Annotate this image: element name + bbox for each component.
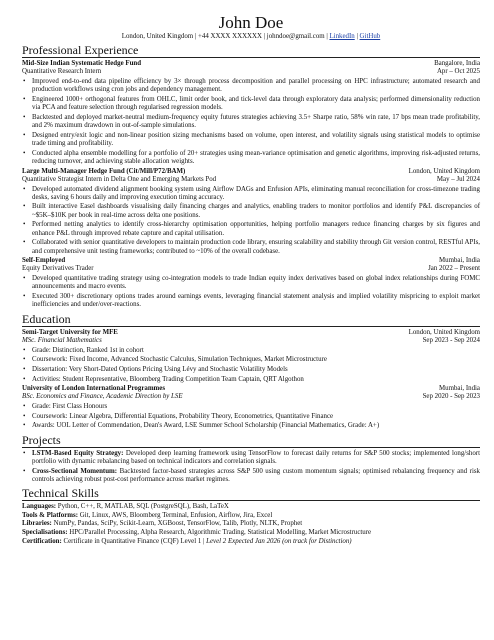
section-divider [22, 500, 480, 501]
job-dates: Apr – Oct 2025 [436, 68, 480, 76]
edu-dates: Sep 2020 - Sep 2023 [422, 393, 480, 401]
list-item: • Dissertation: Very Short-Dated Options Pricing Using Lévy and Stochastic Volatility Models [23, 365, 288, 373]
job-location: Mumbai, India [439, 257, 480, 265]
contact-separator: | [354, 33, 360, 40]
edu-location: Mumbai, India [439, 384, 480, 392]
section-title-projects: Projects [22, 432, 61, 447]
list-item: • Engineered 1000+ orthogonal features from OHLC, limit order book, and tick-level data through exploratory data analysis; performed dimensionality reduction via PCA and feature selection through regularised regression models. [23, 95, 480, 112]
job-role: Quantitative Research Intern [22, 68, 102, 76]
list-item: • Conducted alpha ensemble modelling for a portfolio of 20+ strategies using mean-variance optimisation and genetic algorithms, improving risk-adjusted returns, reducing turnover, and achieving stable allocation weights. [23, 149, 480, 166]
list-item: • Coursework: Linear Algebra, Differential Equations, Probability Theory, Econometrics, Quantitative Finance [23, 412, 334, 420]
list-item: • Collaborated with senior quantitative developers to maintain production code library, ensuring scalability and stability through Git version control, RESTful APIs, and comprehensive unit testing frameworks; contributed to ~10% of the overall codebase. [23, 239, 480, 255]
list-item: • Awards: UOL Letter of Commendation, Dean's Award, LSE Summer School Scholarship (Financial Mathematics, Grade: A+) [23, 422, 380, 430]
list-item: • Improved end-to-end data pipeline efficiency by 3× through process decomposition and parallel processing on HPC infrastructure; automated research and production workflows using cron jobs and dependency management. [23, 77, 480, 94]
list-item: • Designed entry/exit logic and non-linear position sizing mechanisms based on volume, open interest, and volatility signals using statistical models to optimise trade timing and profitability. [23, 131, 480, 148]
list-item: • Backtested and deployed market-neutral medium-frequency equity futures strategies achieving 3.5+ Sharpe ratio, 58% win rate, 17 bps mean trade profitability, and 2% maximum drawdown in out-of-sample simulations. [23, 113, 480, 130]
degree: BSc. Economics and Finance, Academic Direction by LSE [22, 393, 183, 401]
edu-location: London, United Kingdom [408, 328, 480, 336]
project-item: • LSTM-Based Equity Strategy: Developed deep learning framework using TensorFlow to forecast daily returns for S&P 500 stocks; implemented long/short portfolio with dynamic rebalancing based on technical indicators and correlation signals. [23, 449, 480, 465]
education-entry [22, 385, 480, 431]
list-item: • Executed 300+ discretionary options trades around earnings events, leveraging financial statement analysis and implied volatility mispricing to exploit market inefficiencies and under/over-reactions. [23, 293, 480, 309]
institution: University of London International Programmes [22, 384, 166, 392]
education-entry [22, 329, 480, 384]
job-dates: Jan 2022 – Present [428, 265, 480, 273]
list-item: • Built interactive Easel dashboards visualising daily financing charges and analytics, enabling traders to monitor portfolios and identify P&L discrepancies of ~$5K–$10K per book in real-time across delta one positions. [23, 203, 480, 219]
list-item: • Coursework: Fixed Income, Advanced Stochastic Calculus, Simulation Techniques, Market Microstructure [23, 356, 327, 364]
section-title-skills: Technical Skills [22, 486, 99, 501]
job-location: London, United Kingdom [408, 167, 480, 175]
contact-separator: | [193, 33, 198, 40]
contact-line [22, 32, 480, 41]
employer: Mid-Size Indian Systematic Hedge Fund [22, 60, 142, 67]
section-title-experience: Professional Experience [22, 43, 139, 57]
degree: MSc. Financial Mathematics [22, 336, 102, 344]
skills-list [22, 503, 480, 546]
linkedin-link[interactable]: LinkedIn [329, 33, 355, 40]
list-item: • Developed automated dividend alignment booking system using Airflow DAGs and Enfusion APIs, eliminating manual reconciliation for cross-timezone trading desks, saving 6 hours daily and improving execution timing accuracy. [23, 185, 480, 201]
candidate-name: John Doe [218, 13, 284, 32]
section-divider [22, 326, 480, 327]
list-item: • Activities: Student Representative, Bloomberg Trading Competition Team Captain, QRT Algothon [23, 375, 304, 383]
skill-line: Certification: Certificate in Quantitative Finance (CQF) Level 1 | Level 2 Expected Jan 2026 (on track for Distinction) [22, 537, 352, 545]
job-dates: May – Jul 2024 [436, 175, 480, 183]
contact-email[interactable]: johndoe@gmail.com [266, 33, 325, 40]
experience-entry [22, 257, 480, 310]
job-location: Bangalore, India [434, 60, 480, 67]
contact-location: London, United Kingdom [121, 33, 194, 40]
job-role: Equity Derivatives Trader [22, 265, 94, 273]
job-role: Quantitative Strategist Intern in Delta One and Emerging Markets Pod [22, 175, 217, 183]
section-title-education: Education [22, 311, 71, 326]
skill-line: Languages: Python, C++, R, MATLAB, SQL (PostgreSQL), Bash, LaTeX [22, 503, 229, 511]
contact-separator: | [324, 33, 330, 40]
contact-phone: +44 XXXX XXXXXX [197, 33, 262, 40]
project-item: • Cross-Sectional Momentum: Backtested factor-based strategies across S&P 500 using custom momentum signals; optimised rebalancing frequency and risk controls achieving robust post-cost performance across market regimes. [23, 467, 480, 483]
employer: Self-Employed [22, 257, 66, 265]
section-divider [22, 57, 480, 58]
edu-dates: Sep 2023 - Sep 2024 [422, 336, 480, 344]
experience-entry [22, 60, 480, 167]
skill-line: Libraries: NumPy, Pandas, SciPy, Scikit-Learn, XGBoost, TensorFlow, Talib, Plotly, NLTK, Prophet [22, 520, 303, 528]
contact-separator: | [261, 33, 267, 40]
list-item: • Performed netting analytics to identify cross-hierarchy optimisation opportunities, helping portfolio managers reduce financing charges by six figures and enhance P&L through improved rebate capture and capital utilisation. [23, 221, 480, 237]
github-link[interactable]: GitHub [359, 33, 381, 40]
employer: Large Multi-Manager Hedge Fund (Cit/Mill/P72/BAM) [22, 167, 186, 175]
skill-line: Specialisations: HPC/Parallel Processing, Alpha Research, Algorithmic Trading, Statistical Modelling, Market Microstructure [22, 528, 372, 536]
list-item: • Grade: Distinction, Ranked 1st in cohort [23, 346, 144, 354]
experience-entry [22, 168, 480, 257]
list-item: • Grade: First Class Honours [23, 402, 108, 410]
skill-line: Tools & Platforms: Git, Linux, AWS, Bloomberg Terminal, Enfusion, Airflow, Jira, Excel [22, 511, 273, 519]
list-item: • Developed quantitative trading strategy using co-integration models to trade Indian equity index derivatives based on global index relationships during FOMC announcements and macro events. [23, 275, 480, 291]
section-divider [22, 447, 480, 448]
institution: Semi-Target University for MFE [22, 328, 118, 336]
